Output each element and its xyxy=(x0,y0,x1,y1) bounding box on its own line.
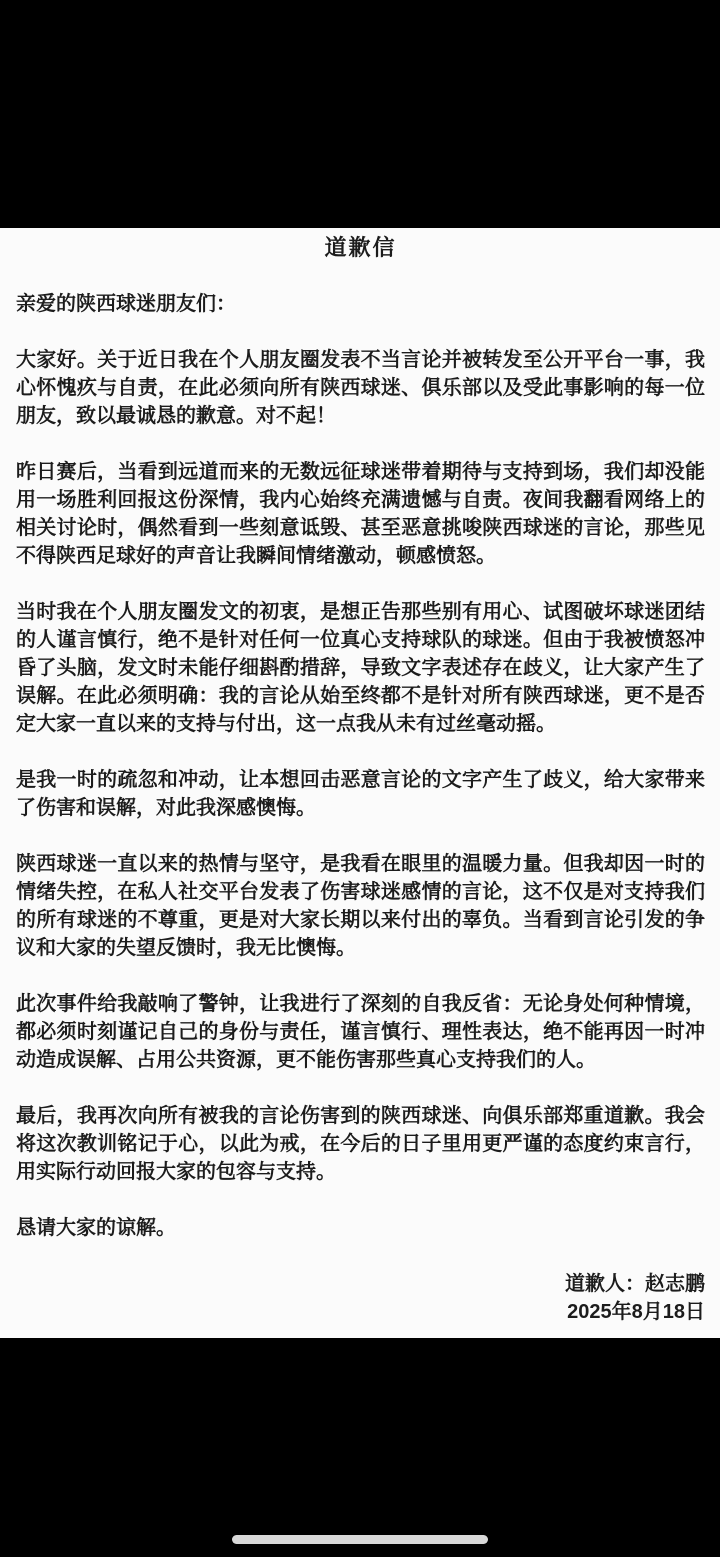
bottom-letterbox xyxy=(0,1338,720,1557)
top-letterbox xyxy=(0,0,720,228)
signature-date: 2025年8月18日 xyxy=(567,1301,705,1323)
letter-paragraph: 大家好。关于近日我在个人朋友圈发表不当言论并被转发至公开平台一事，我心怀愧疚与自责，在此必须向所有陕西球迷、俱乐部以及受此事影响的每一位朋友，致以最诚恳的歉意。对不起！ xyxy=(16,349,705,427)
letter-paragraph: 最后，我再次向所有被我的言论伤害到的陕西球迷、向俱乐部郑重道歉。我会将这次教训铭记于心，以此为戒，在今后的日子里用更严谨的态度约束言行，用实际行动回报大家的包容与支持。 xyxy=(16,1105,705,1183)
letter-salutation: 亲爱的陕西球迷朋友们： xyxy=(16,293,236,315)
letter-paragraph: 当时我在个人朋友圈发文的初衷，是想正告那些别有用心、试图破坏球迷团结的人谨言慎行，绝不是针对任何一位真心支持球队的球迷。但由于我被愤怒冲昏了头脑，发文时未能仔细斟酌措辞，导致文字表述存在歧义，让大家产生了误解。在此必须明确：我的言论从始至终都不是针对所有陕西球迷，更不是否定大家一直以来的支持与付出，这一点我从未有过丝毫动摇。 xyxy=(16,601,705,735)
signature-signer: 道歉人：赵志鹏 xyxy=(565,1273,705,1295)
letter-paragraph: 此次事件给我敲响了警钟，让我进行了深刻的自我反省：无论身处何种情境，都必须时刻谨记自己的身份与责任，谨言慎行、理性表达，绝不能再因一时冲动造成误解、占用公共资源，更不能伤害那些真心支持我们的人。 xyxy=(16,993,705,1071)
signature-block xyxy=(16,1270,705,1326)
letter-paragraph: 陕西球迷一直以来的热情与坚守，是我看在眼里的温暖力量。但我却因一时的情绪失控，在私人社交平台发表了伤害球迷感情的言论，这不仅是对支持我们的所有球迷的不尊重，更是对大家长期以来付出的辜负。当看到言论引发的争议和大家的失望反馈时，我无比懊悔。 xyxy=(16,853,705,959)
apology-letter-page xyxy=(0,228,720,1338)
letter-paragraph: 恳请大家的谅解。 xyxy=(16,1217,176,1239)
home-indicator[interactable] xyxy=(232,1535,488,1544)
letter-paragraph: 是我一时的疏忽和冲动，让本想回击恶意言论的文字产生了歧义，给大家带来了伤害和误解，对此我深感懊悔。 xyxy=(16,769,705,819)
letter-paragraph: 昨日赛后，当看到远道而来的无数远征球迷带着期待与支持到场，我们却没能用一场胜利回报这份深情，我内心始终充满遗憾与自责。夜间我翻看网络上的相关讨论时，偶然看到一些刻意诋毁、甚至恶意挑唆陕西球迷的言论，那些见不得陕西足球好的声音让我瞬间情绪激动，顿感愤怒。 xyxy=(16,461,705,567)
letter-title: 道歉信 xyxy=(324,235,397,260)
